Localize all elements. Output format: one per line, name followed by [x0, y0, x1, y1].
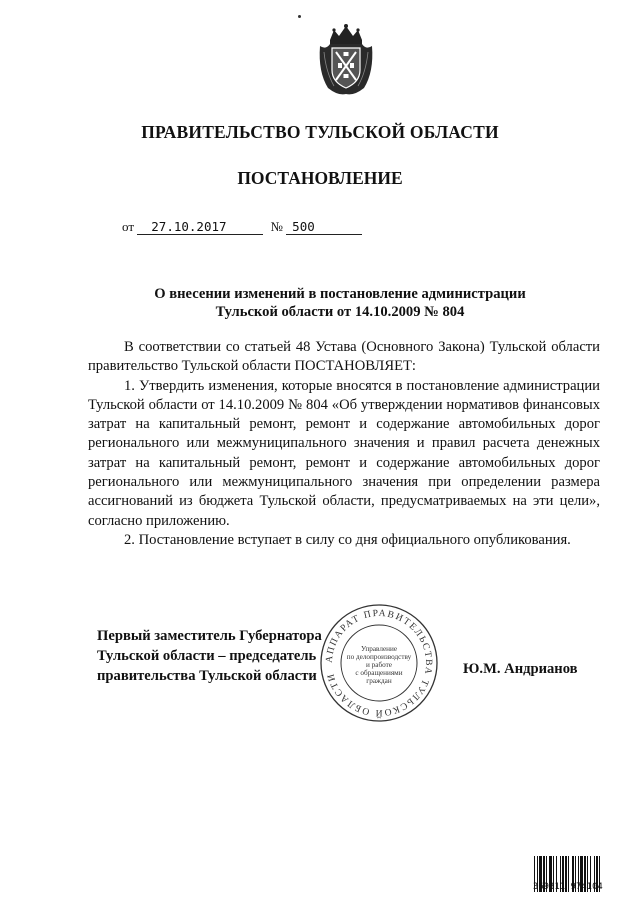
date-number-line	[122, 219, 362, 235]
stamp-line: и работе	[366, 661, 392, 669]
stamp-line: с обращениями	[355, 669, 403, 677]
number-label: №	[270, 219, 283, 234]
tula-coat-of-arms-icon	[316, 22, 376, 96]
stamp-ring-text: АППАРАТ ПРАВИТЕЛЬСТВА ТУЛЬСКОЙ ОБЛАСТИ	[323, 607, 435, 719]
date-label: от	[122, 219, 135, 234]
stamp-line: граждан	[366, 677, 392, 685]
official-stamp	[318, 602, 440, 724]
subject-line: О внесении изменений в постановление администрации	[154, 286, 526, 302]
document-date: 27.10.2017	[137, 220, 263, 235]
document-body	[88, 338, 600, 550]
subject-line: Тульской области от 14.10.2009 № 804	[215, 304, 465, 320]
signatory-name: Ю.М. Андрианов	[463, 661, 578, 677]
body-paragraph: 2. Постановление вступает в силу со дня официального опубликования.	[124, 531, 571, 548]
document-number: 500	[286, 220, 362, 235]
stamp-line: по делопроизводству	[346, 653, 412, 661]
stamp-line: Управление	[360, 645, 398, 653]
document-subject	[100, 285, 580, 321]
document-type-title: ПОСТАНОВЛЕНИЕ	[237, 168, 403, 188]
organization-title: ПРАВИТЕЛЬСТВО ТУЛЬСКОЙ ОБЛАСТИ	[141, 122, 499, 142]
signatory-position	[97, 626, 322, 686]
signatory-line: правительства Тульской области	[97, 668, 317, 684]
signatory-line: Тульской области – председатель	[97, 648, 317, 664]
barcode-number: 369311 974104	[533, 882, 603, 892]
scan-dot	[298, 15, 301, 18]
body-paragraph: 1. Утвердить изменения, которые вносятся в постановление администрации Тульской области от 14.10.2009 № 804 «Об утверждении нормативов финансовых затрат на капитальный ремонт, ремонт и содержание автомобильных дорог регионального или межмуниципального значения и правил расчета денежных затрат на капитальный ремонт, ремонт и содержание автомобильных дорог регионального или межмуниципального значения при определении размера ассигнований из бюджета Тульской области, предусматриваемых на эти цели», согласно приложению.	[88, 377, 600, 529]
signatory-line: Первый заместитель Губернатора	[97, 628, 322, 644]
body-paragraph: В соответствии со статьей 48 Устава (Основного Закона) Тульской области правительство Тульской области ПОСТАНОВЛЯЕТ:	[88, 339, 600, 375]
